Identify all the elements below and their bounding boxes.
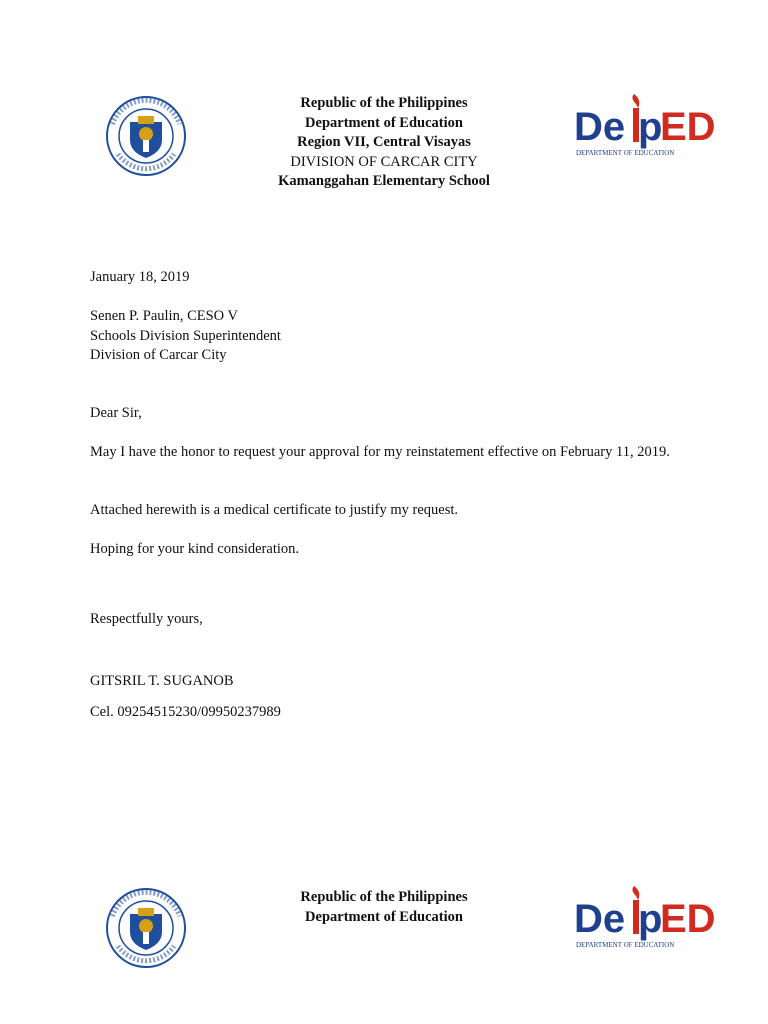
recipient-block (90, 307, 676, 366)
footer-line-republic: Republic of the Philippines (300, 889, 468, 905)
closing: Respectfully yours, (90, 611, 203, 627)
contact-number: Cel. 09254515230/09950237989 (90, 704, 281, 720)
deped-logo-icon (572, 94, 716, 160)
svg-text:ED: ED (660, 897, 716, 941)
salutation: Dear Sir, (90, 405, 142, 421)
letterhead (200, 94, 568, 192)
signatory-name: GITSRIL T. SUGANOB (90, 673, 234, 689)
paragraph-consideration: Hoping for your kind consideration. (90, 541, 300, 557)
header-line-region: Region VII, Central Visayas (297, 134, 471, 150)
letterhead-footer (200, 888, 568, 927)
header-line-department: Department of Education (305, 114, 463, 131)
deped-seal-icon (98, 94, 194, 178)
paragraph-attachment: Attached herewith is a medical certificate to justify my request. (90, 502, 459, 518)
header-line-school: Kamanggahan Elementary School (278, 173, 490, 189)
recipient-name: Senen P. Paulin, CESO V (90, 308, 238, 324)
recipient-office: Division of Carcar City (90, 347, 227, 363)
recipient-title: Schools Division Superintendent (90, 327, 281, 344)
svg-text:De: De (574, 105, 626, 149)
paragraph-request: May I have the honor to request your approval for my reinstatement effective on February 11, 2019. (90, 444, 670, 460)
svg-text:De: De (574, 897, 626, 941)
svg-text:p: p (638, 105, 663, 149)
deped-seal-icon-footer (98, 886, 194, 970)
header-line-division: DIVISION OF CARCAR CITY (290, 153, 478, 170)
deped-logo-icon-footer (572, 886, 716, 952)
svg-text:DEPARTMENT OF EDUCATION: DEPARTMENT OF EDUCATION (576, 941, 675, 949)
header-line-republic: Republic of the Philippines (300, 95, 468, 111)
svg-text:ED: ED (660, 105, 716, 149)
svg-text:DEPARTMENT OF EDUCATION: DEPARTMENT OF EDUCATION (576, 149, 675, 157)
footer-line-department: Department of Education (305, 908, 463, 925)
letter-date: January 18, 2019 (90, 269, 190, 285)
svg-text:p: p (638, 897, 663, 941)
